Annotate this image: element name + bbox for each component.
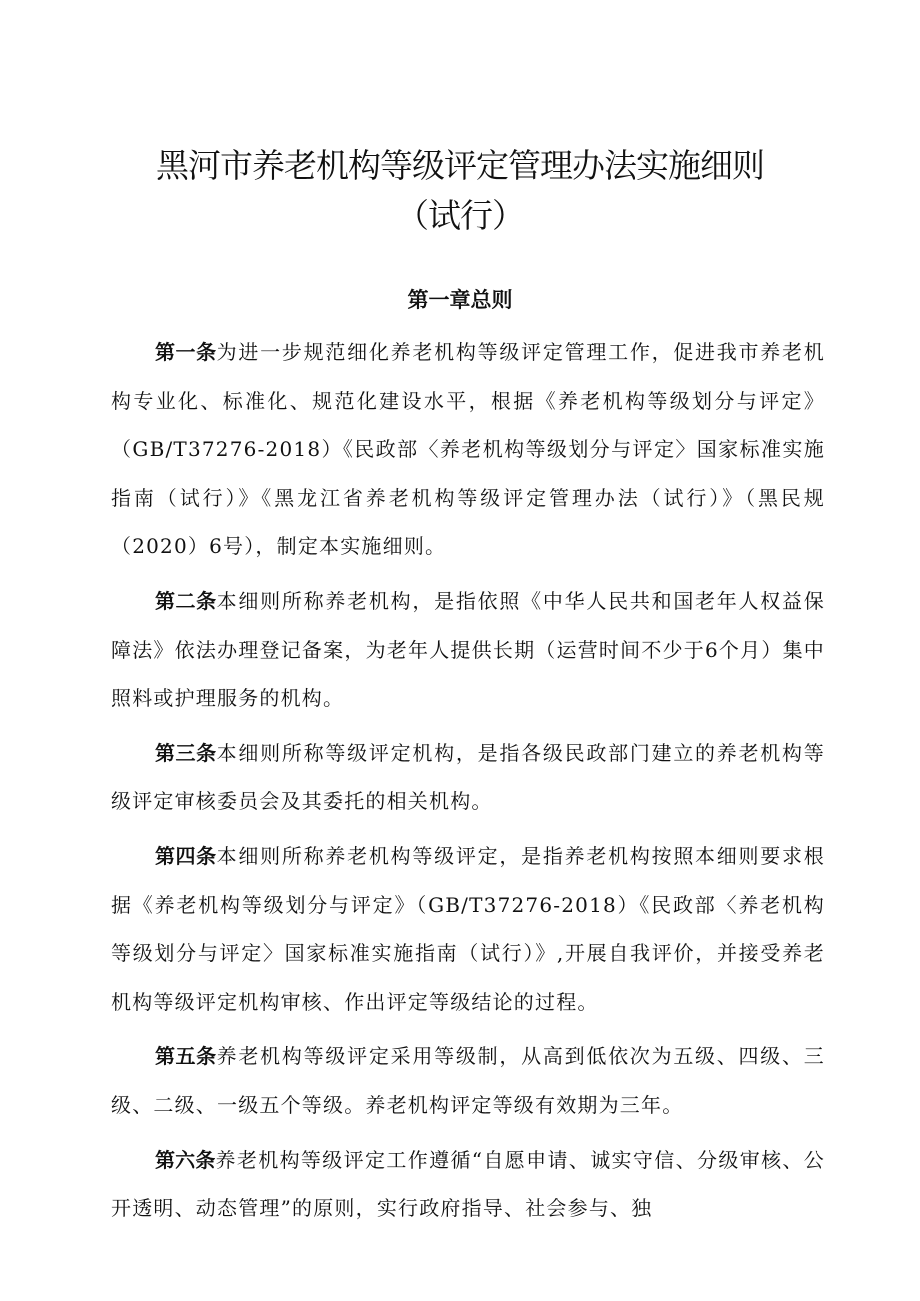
article-label: 第四条 (155, 843, 217, 868)
document-body (111, 328, 825, 1239)
article-text: 本细则所称养老机构等级评定，是指养老机构按照本细则要求根据《养老机构等级划分与评定》（GB/T37276-2018）《民政部〈养老机构等级划分与评定〉国家标准实施指南（试行）》,开展自我评价，并接受养老机构等级评定机构审核、作出评定等级结论的过程。 (111, 843, 825, 1014)
chapter-heading: 第一章总则 (407, 288, 513, 312)
article-label: 第二条 (155, 588, 217, 613)
article-6 (111, 1136, 825, 1233)
article-2 (111, 577, 825, 723)
article-label: 第一条 (155, 340, 217, 364)
article-text: 养老机构等级评定工作遵循“自愿申请、诚实守信、分级审核、公开透明、动态管理”的原则，实行政府指导、社会参与、独 (111, 1147, 825, 1221)
article-text: 本细则所称等级评定机构，是指各级民政部门建立的养老机构等级评定审核委员会及其委托的相关机构。 (111, 740, 825, 814)
document-title: 黑河市养老机构等级评定管理办法实施细则 (156, 146, 764, 185)
article-text: 本细则所称养老机构，是指依照《中华人民共和国老年人权益保障法》依法办理登记备案，为老年人提供长期（运营时间不少于6个月）集中照料或护理服务的机构。 (111, 588, 825, 711)
article-1 (111, 328, 825, 571)
article-label: 第五条 (155, 1044, 217, 1069)
article-label: 第三条 (155, 740, 217, 765)
article-text: 养老机构等级评定采用等级制，从高到低依次为五级、四级、三级、二级、一级五个等级。养老机构评定等级有效期为三年。 (111, 1044, 825, 1117)
article-label: 第六条 (155, 1147, 216, 1172)
article-text: 为进一步规范细化养老机构等级评定管理工作，促进我市养老机构专业化、标准化、规范化建设水平，根据《养老机构等级划分与评定》（GB/T37276-2018）《民政部〈养老机构等级划分与评定〉国家标准实施指南（试行）》《黑龙江省养老机构等级评定管理办法（试行）》（黑民规（2020）6号），制定本实施细则。 (111, 340, 825, 559)
article-3 (111, 729, 825, 826)
article-4 (111, 832, 825, 1026)
article-5 (111, 1032, 825, 1129)
document-subtitle: （试行） (396, 196, 524, 235)
